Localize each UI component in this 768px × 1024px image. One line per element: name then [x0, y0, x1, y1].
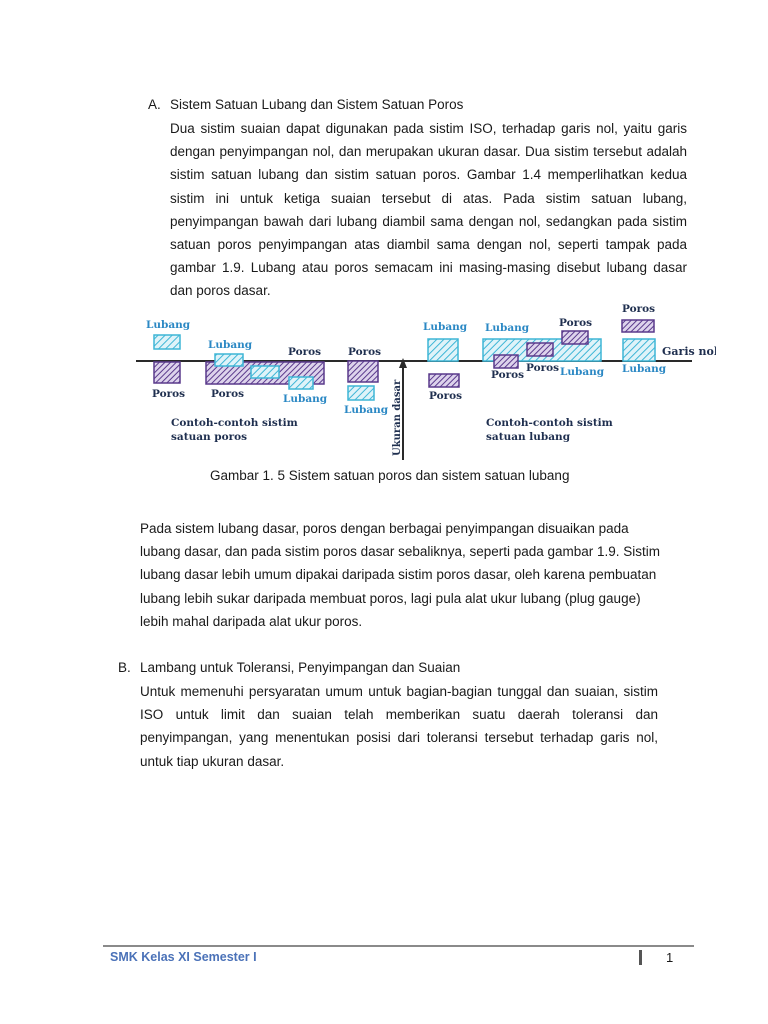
section-b-title: Lambang untuk Toleransi, Penyimpangan dan Suaian [140, 660, 461, 675]
label-poros: Poros [211, 388, 245, 400]
shaft-box [527, 343, 553, 356]
footer-rule [103, 945, 694, 947]
left-caption-line2: satuan poros [171, 431, 248, 443]
hole-box [348, 386, 374, 400]
label-ukuran-dasar: Ukuran dasar [392, 379, 403, 456]
label-lubang: Lubang [283, 393, 328, 405]
label-lubang: Lubang [622, 363, 667, 375]
left-caption-line1: Contoh-contoh sistim [171, 417, 298, 429]
label-poros: Poros [429, 390, 463, 402]
section-a-title: Sistem Satuan Lubang dan Sistem Satuan Poros [170, 97, 464, 112]
label-poros: Poros [622, 303, 656, 315]
page-number: 1 [666, 950, 674, 965]
shaft-box [494, 355, 518, 368]
section-a-paragraph: Dua sistim suaian dapat digunakan pada sistim ISO, terhadap garis nol, yaitu garis dengan penyimpangan nol, dan merupakan ukuran dasar. Dua sistim tersebut adalah sistim satuan lubang dan sistim satuan poros. Gambar 1.4 memperlihatkan kedua sistim ini untuk ketiga suaian tersebut di atas. Pada sistim satuan lubang, penyimpangan bawah dari lubang diambil sama dengan nol, sedangkan pada sistim satuan poros penyimpangan atas diambil sama dengan nol, seperti tampak pada gambar 1.9. Lubang atau poros semacam ini masing-masing disebut lubang dasar dan poros dasar. [170, 121, 687, 299]
label-poros: Poros [152, 388, 186, 400]
hole-box [623, 339, 655, 361]
hole-box [154, 335, 180, 349]
footer-divider [639, 950, 642, 965]
figure-diagram [136, 300, 716, 460]
shaft-box [154, 362, 180, 383]
hole-box [428, 339, 458, 361]
label-lubang: Lubang [344, 404, 389, 416]
label-poros: Poros [559, 317, 593, 329]
label-poros: Poros [348, 346, 382, 358]
label-garis-nol: Garis nol [662, 345, 716, 358]
label-poros: Poros [526, 362, 560, 374]
label-lubang: Lubang [423, 321, 468, 333]
section-b-paragraph: Untuk memenuhi persyaratan umum untuk bagian-bagian tunggal dan suaian, sistim ISO untuk limit dan suaian telah memberikan suatu daerah toleransi dan penyimpangan, yang menentukan posisi dari toleransi tersebut terhadap garis nol, untuk tiap ukuran dasar. [140, 684, 658, 769]
hole-box [215, 354, 243, 366]
label-poros: Poros [288, 346, 322, 358]
footer-label: SMK Kelas XI Semester I [110, 950, 257, 964]
shaft-box [562, 331, 588, 344]
figure-tolerance-systems [136, 300, 716, 460]
right-caption-line2: satuan lubang [486, 431, 571, 443]
label-lubang: Lubang [146, 319, 191, 331]
section-a-marker: A. [148, 97, 161, 112]
right-caption-line1: Contoh-contoh sistim [486, 417, 613, 429]
shaft-box [429, 374, 459, 387]
paragraph-2: Pada sistem lubang dasar, poros dengan berbagai penyimpangan disuaikan pada lubang dasar, dan pada sistim poros dasar sebaliknya, seperti pada gambar 1.9. Sistim lubang dasar lebih umum dipakai daripada sistim poros dasar, oleh karena pembuatan lubang lebih sukar daripada membuat poros, lagi pula alat ukur lubang (plug gauge) lebih mahal daripada alat ukur poros. [140, 521, 661, 629]
section-b-marker: B. [118, 660, 131, 675]
shaft-box [622, 320, 654, 332]
shaft-box [348, 361, 378, 382]
label-poros: Poros [491, 369, 525, 381]
label-lubang: Lubang [560, 366, 605, 378]
hole-box [251, 366, 279, 378]
label-lubang: Lubang [485, 322, 530, 334]
label-lubang: Lubang [208, 339, 253, 351]
hole-box [289, 377, 313, 389]
figure-caption: Gambar 1. 5 Sistem satuan poros dan sistem satuan lubang [210, 468, 570, 483]
